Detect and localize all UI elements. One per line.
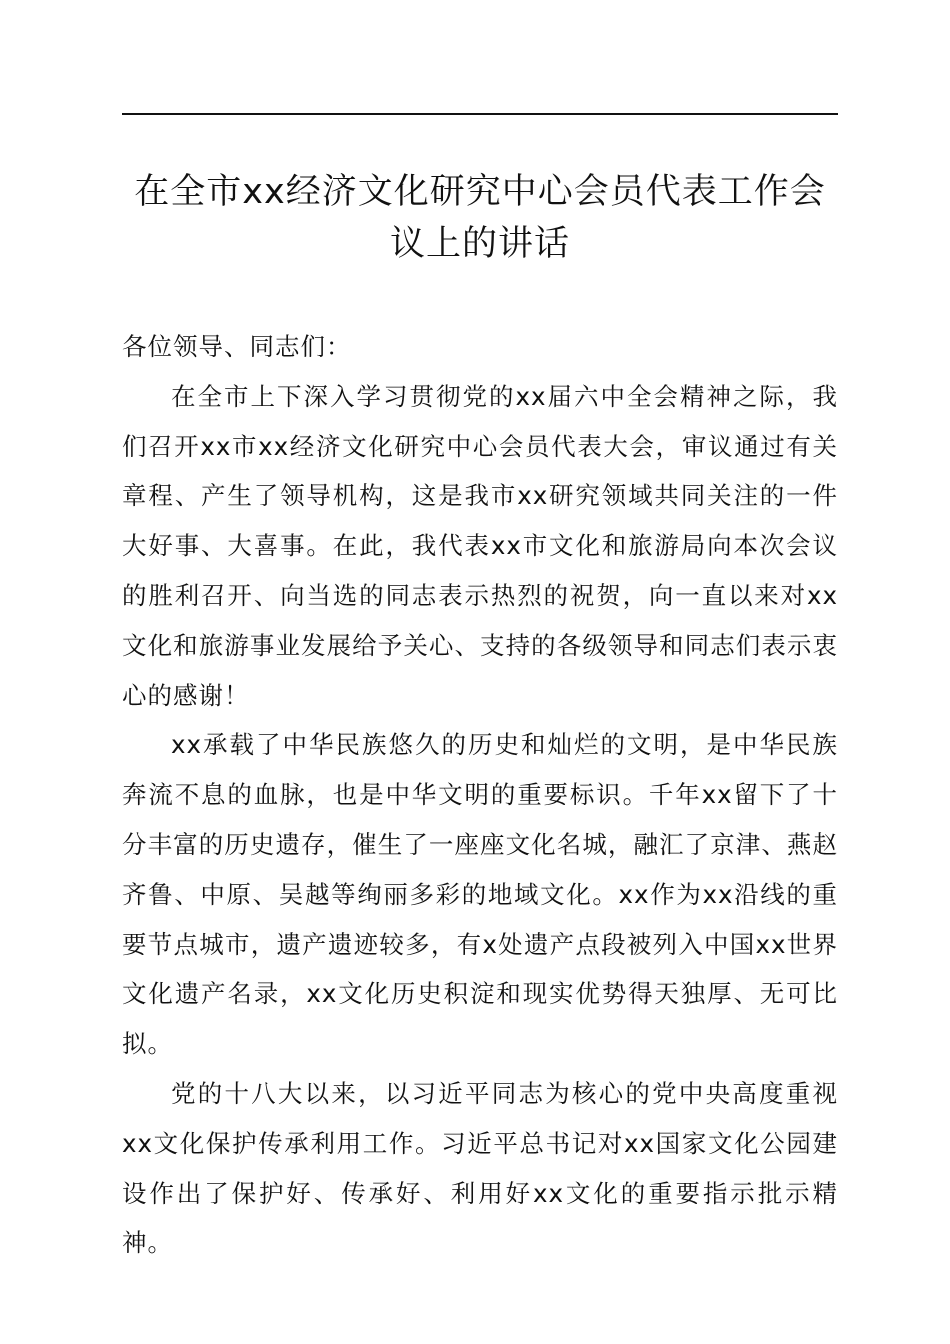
document-title: 在全市xx经济文化研究中心会员代表工作会议上的讲话 [134,172,826,264]
header-rule [122,113,838,115]
paragraph-2: xx承载了中华民族悠久的历史和灿烂的文明，是中华民族奔流不息的血脉，也是中华文明的重要标识。千年xx留下了十分丰富的历史遗存，催生了一座座文化名城，融汇了京津、燕赵齐鲁、中原、吴越等绚丽多彩的地域文化。xx作为xx沿线的重要节点城市，遗产遗迹较多，有x处遗产点段被列入中国xx世界文化遗产名录，xx文化历史积淀和现实优势得天独厚、无可比拟。 [122,730,838,1059]
salutation: 各位领导、同志们： [122,332,352,361]
paragraph-1: 在全市上下深入学习贯彻党的xx届六中全会精神之际，我们召开xx市xx经济文化研究中心会员代表大会，审议通过有关章程、产生了领导机构，这是我市xx研究领域共同关注的一件大好事、大喜事。在此，我代表xx市文化和旅游局向本次会议的胜利召开、向当选的同志表示热烈的祝贺，向一直以来对xx文化和旅游事业发展给予关心、支持的各级领导和同志们表示衷心的感谢！ [122,381,838,710]
document-body [122,322,838,1268]
paragraph-3: 党的十八大以来，以习近平同志为核心的党中央高度重视xx文化保护传承利用工作。习近平总书记对xx国家文化公园建设作出了保护好、传承好、利用好xx文化的重要指示批示精神。 [122,1078,838,1258]
